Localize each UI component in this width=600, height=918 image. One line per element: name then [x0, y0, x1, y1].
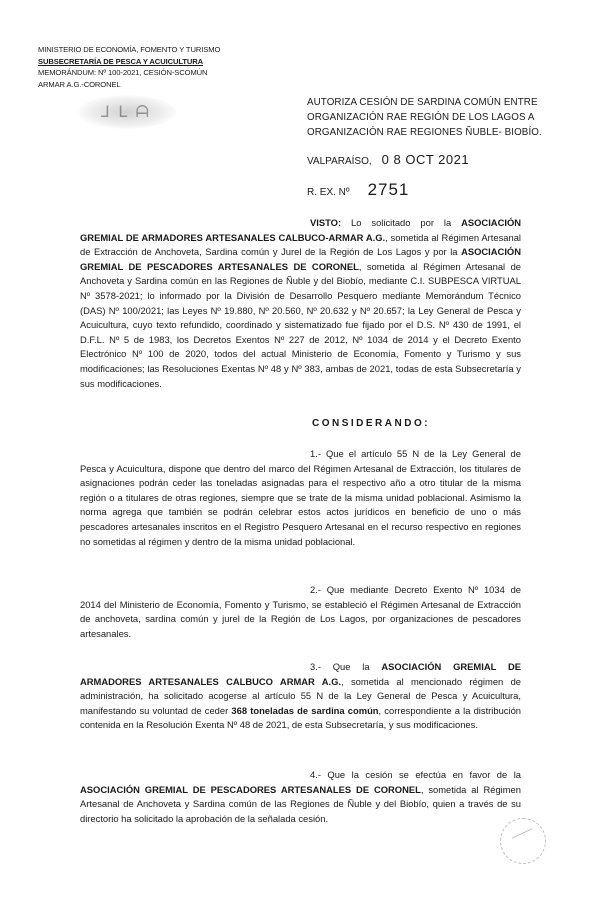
ministry-line: MINISTERIO DE ECONOMÍA, FOMENTO Y TURISMO [38, 45, 221, 54]
considerando-1: 1.- Que el artículo 55 N de la Ley General de Pesca y Acuicultura, dispone que dentro del marco del Régimen Artesanal de Extracción, los titulares de asignaciones podrán ceder las toneladas asignadas para el respectivo año a otro titular de la misma región o a titulares de otras regiones, siempre que se trate de la misma unidad poblacional. Asimismo la norma agrega que también se podrán celebrar estos actos jurídicos en beneficio de uno o más pescadores artesanales inscritos en el Registro Pesquero Artesanal en el recurso respectivo en regiones no sometidas al régimen y dentro de la misma unidad poblacional. [80, 448, 521, 547]
resolution-title: AUTORIZA CESIÓN DE SARDINA COMÚN ENTRE ORGANIZACIÓN RAE REGIÓN DE LOS LAGOS A ORGANIZACIÓN RAE REGIONES ÑUBLE- BIOBÍO. [307, 97, 542, 138]
org-armar: ASOCIACIÓN GREMIAL DE ARMADORES ARTESANALES CALBUCO-ARMAR A.G. [80, 217, 522, 243]
signature-stamp-mark [500, 818, 546, 864]
visto-paragraph: VISTO: Lo solicitado por la ASOCIACIÓN GREMIAL DE ARMADORES ARTESANALES CALBUCO-ARMAR A.G., sometida al Régimen Artesanal de Extracción de Anchoveta, Sardina común y Jurel de la Región de Los Lagos y por la ASOCIACIÓN GREMIAL DE PESCADORES ARTESANALES DE CORONEL, sometida al Régimen Artesanal de Anchoveta y Sardina común en las Regiones de Ñuble y del Biobío, mediante C.I. SUBPESCA VIRTUAL Nº 3578-2021; lo informado por la División de Desarrollo Pesquero mediante Memorándum Técnico (DAS) Nº 100/2021; las Leyes Nº 19.880, Nº 20.560, Nº 20.632 y Nº 20.657; la Ley General de Pesca y Acuicultura, cuyo texto refundido, coordinado y sistematizado fue fijado por el D.S. Nº 430 de 1991, el D.F.L. Nº 5 de 1983, los Decretos Exentos Nº 227 de 2012, Nº 1034 de 2014 y el Decreto Exento Electrónico Nº 100 de 2020, todos del actual Ministerio de Economía, Fomento y Turismo y sus modificaciones; las Resoluciones Exentas Nº 48 y Nº 383, ambas de 2021, todas de esta Subsecretaría y sus modificaciones. [80, 217, 522, 389]
resolution-number [307, 180, 409, 200]
considerando-heading: CONSIDERANDO: [312, 418, 431, 429]
visto-label: VISTO: [310, 217, 342, 228]
place-date [307, 152, 469, 167]
org-coronel: ASOCIACIÓN GREMIAL DE PESCADORES ARTESANALES DE CORONEL [80, 246, 521, 272]
org-coronel-beneficiary: ASOCIACIÓN GREMIAL DE PESCADORES ARTESANALES DE CORONEL [80, 783, 421, 795]
issuer-header [38, 44, 220, 90]
org-ref-line: ARMAR A.G.-CORONEL [38, 79, 121, 89]
rex-number: 2751 [367, 180, 410, 199]
ceded-amount: 368 toneladas de sardina común [231, 704, 379, 716]
considerando-2: 2.- Que mediante Decreto Exento Nº 1034 de 2014 del Ministerio de Economía, Fomento y Turismo, se estableció el Régimen Artesanal de Extracción de anchoveta, sardina común y jurel de la Región de Los Lagos, por organizaciones de pescadores artesanales. [80, 584, 521, 639]
rex-label: R. EX. Nº [307, 187, 350, 198]
considerando-3: 3.- Que la ASOCIACIÓN GREMIAL DE ARMADORES ARTESANALES CALBUCO ARMAR A.G., sometida al mencionado régimen de administración, ha solicitado acogerse al artículo 55 N de la Ley General de Pesca y Acuicultura, manifestando su voluntad de ceder 368 toneladas de sardina común, correspondiente a la distribución contenida en la Resolución Exenta Nº 48 de 2021, de esta Subsecretaría, y sus modificaciones. [80, 661, 522, 731]
place-label: VALPARAÍSO, [307, 156, 372, 167]
faded-stamp: ᒧ ᒪ ᗩ [78, 95, 176, 129]
resolution-date: 0 8 OCT 2021 [381, 152, 470, 167]
org-armar-cedente: ASOCIACIÓN GREMIAL DE ARMADORES ARTESANALES CALBUCO ARMAR A.G. [80, 661, 521, 687]
considerando-4: 4.- Que la cesión se efectúa en favor de la ASOCIACIÓN GREMIAL DE PESCADORES ARTESANALES DE CORONEL, sometida al Régimen Artesanal de Anchoveta y Sardina común de las Regiones de Ñuble y del Biobío, quien a través de su directorio ha solicitado la aprobación de la señalada cesión. [80, 769, 521, 824]
subsecretaria-line: SUBSECRETARÍA DE PESCA Y ACUICULTURA [38, 56, 204, 66]
memo-line: MEMORÁNDUM: Nº 100-2021, CESIÓN-SCOMÚN [38, 68, 208, 77]
